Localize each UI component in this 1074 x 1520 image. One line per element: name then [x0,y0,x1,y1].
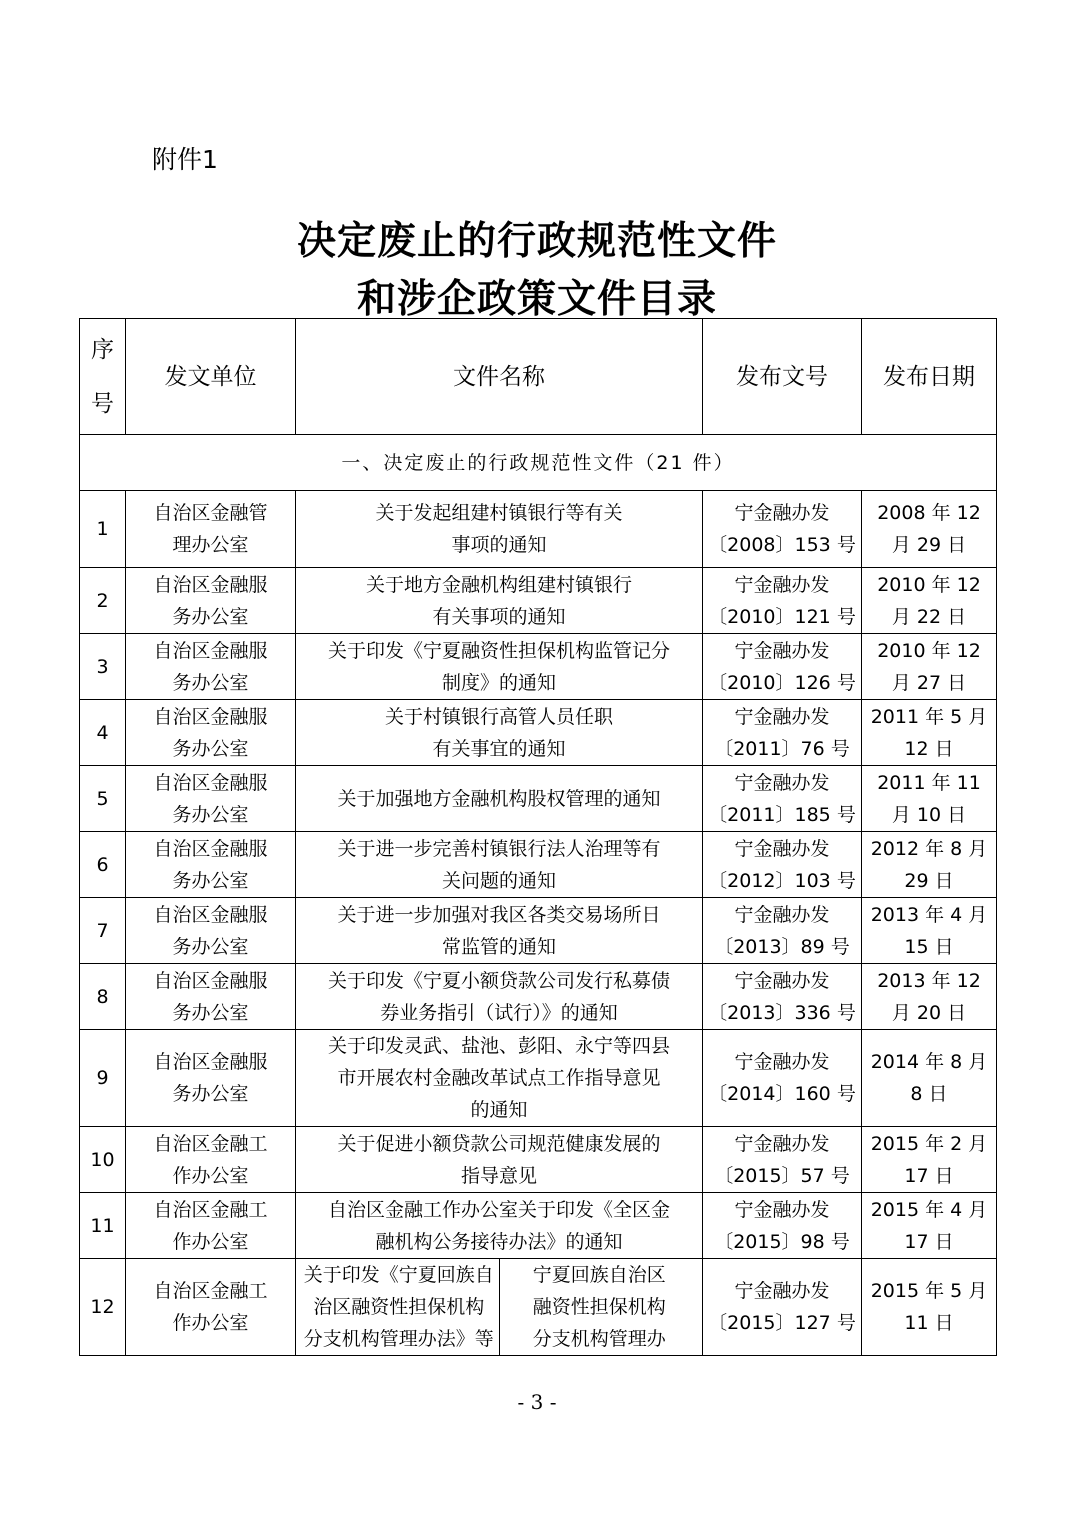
cell-unit: 自治区金融服 务办公室 [126,634,296,700]
section-row [80,435,997,491]
cell-seq: 5 [80,766,126,832]
cell-date: 2015 年 4 月 17 日 [862,1193,997,1259]
cell-date: 2011 年 11 月 10 日 [862,766,997,832]
cell-file-name: 关于村镇银行高管人员任职 有关事宜的通知 [296,700,703,766]
document-title-line1: 决定废止的行政规范性文件 [296,219,777,264]
attachment-label: 附件1 [152,145,218,174]
header-seq: 序 号 [80,319,126,435]
cell-file-name: 关于印发《宁夏小额贷款公司发行私募债 券业务指引（试行）》的通知 [296,964,703,1030]
cell-unit: 自治区金融工 作办公室 [126,1127,296,1193]
table-row [80,634,997,700]
cell-doc-no: 宁金融办发 〔2013〕336 号 [703,964,862,1030]
cell-file-name: 关于进一步完善村镇银行法人治理等有 关问题的通知 [296,832,703,898]
cell-file-name: 关于地方金融机构组建村镇银行 有关事项的通知 [296,568,703,634]
cell-unit: 自治区金融工 作办公室 [126,1259,296,1356]
cell-file-name: 关于加强地方金融机构股权管理的通知 [296,766,703,832]
cell-doc-no: 宁金融办发 〔2011〕185 号 [703,766,862,832]
table-row [80,700,997,766]
cell-date: 2011 年 5 月 12 日 [862,700,997,766]
cell-seq: 12 [80,1259,126,1356]
table-row [80,832,997,898]
cell-seq: 1 [80,491,126,568]
cell-seq: 10 [80,1127,126,1193]
cell-unit: 自治区金融服 务办公室 [126,568,296,634]
table-row [80,1259,997,1356]
file-name-left: 关于印发《宁夏回族自 治区融资性担保机构 分支机构管理办法》等 [303,1264,494,1350]
page-number: - 3 - [517,1390,557,1414]
cell-date: 2015 年 2 月 17 日 [862,1127,997,1193]
cell-doc-no: 宁金融办发 〔2015〕127 号 [703,1259,862,1356]
cell-seq: 9 [80,1030,126,1127]
header-date: 发布日期 [862,319,997,435]
table-row [80,491,997,568]
cell-doc-no: 宁金融办发 〔2008〕153 号 [703,491,862,568]
header-doc-no: 发布文号 [703,319,862,435]
cell-date: 2008 年 12 月 29 日 [862,491,997,568]
cell-date: 2012 年 8 月 29 日 [862,832,997,898]
cell-file-name: 关于印发灵武、盐池、彭阳、永宁等四县 市开展农村金融改革试点工作指导意见 的通知 [296,1030,703,1127]
cell-file-name: 关于发起组建村镇银行等有关 事项的通知 [296,491,703,568]
cell-seq: 8 [80,964,126,1030]
cell-doc-no: 宁金融办发 〔2010〕126 号 [703,634,862,700]
cell-unit: 自治区金融管 理办公室 [126,491,296,568]
table-row [80,766,997,832]
cell-file-name: 关于进一步加强对我区各类交易场所日 常监管的通知 [296,898,703,964]
table-row [80,568,997,634]
document-title-line2: 和涉企政策文件目录 [356,277,717,322]
cell-unit: 自治区金融服 务办公室 [126,1030,296,1127]
cell-unit: 自治区金融服 务办公室 [126,700,296,766]
cell-seq: 11 [80,1193,126,1259]
header-unit: 发文单位 [126,319,296,435]
cell-doc-no: 宁金融办发 〔2015〕98 号 [703,1193,862,1259]
table-header-row [80,319,997,435]
cell-date: 2015 年 5 月 11 日 [862,1259,997,1356]
cell-doc-no: 宁金融办发 〔2014〕160 号 [703,1030,862,1127]
cell-unit: 自治区金融服 务办公室 [126,832,296,898]
cell-doc-no: 宁金融办发 〔2012〕103 号 [703,832,862,898]
cell-date: 2010 年 12 月 27 日 [862,634,997,700]
cell-unit: 自治区金融工 作办公室 [126,1193,296,1259]
cell-doc-no: 宁金融办发 〔2011〕76 号 [703,700,862,766]
cell-unit: 自治区金融服 务办公室 [126,766,296,832]
cell-seq: 3 [80,634,126,700]
cell-seq: 7 [80,898,126,964]
cell-doc-no: 宁金融办发 〔2010〕121 号 [703,568,862,634]
header-file-name: 文件名称 [296,319,703,435]
cell-date: 2010 年 12 月 22 日 [862,568,997,634]
cell-date: 2013 年 12 月 20 日 [862,964,997,1030]
cell-unit: 自治区金融服 务办公室 [126,898,296,964]
cell-date: 2014 年 8 月 8 日 [862,1030,997,1127]
cell-file-name: 自治区金融工作办公室关于印发《全区金 融机构公务接待办法》的通知 [296,1193,703,1259]
table-row [80,964,997,1030]
section-title: 一、决定废止的行政规范性文件（21 件） [80,435,997,491]
table-row [80,1127,997,1193]
file-name-right: 宁夏回族自治区 融资性担保机构 分支机构管理办 [499,1259,700,1355]
cell-seq: 4 [80,700,126,766]
cell-doc-no: 宁金融办发 〔2015〕57 号 [703,1127,862,1193]
cell-seq: 6 [80,832,126,898]
table-row [80,1193,997,1259]
cell-file-name: 关于促进小额贷款公司规范健康发展的 指导意见 [296,1127,703,1193]
table-row [80,898,997,964]
cell-file-name [296,1259,703,1356]
table-row [80,1030,997,1127]
cell-date: 2013 年 4 月 15 日 [862,898,997,964]
cell-doc-no: 宁金融办发 〔2013〕89 号 [703,898,862,964]
cell-file-name: 关于印发《宁夏融资性担保机构监管记分 制度》的通知 [296,634,703,700]
catalog-table [79,318,997,1356]
cell-unit: 自治区金融服 务办公室 [126,964,296,1030]
cell-seq: 2 [80,568,126,634]
